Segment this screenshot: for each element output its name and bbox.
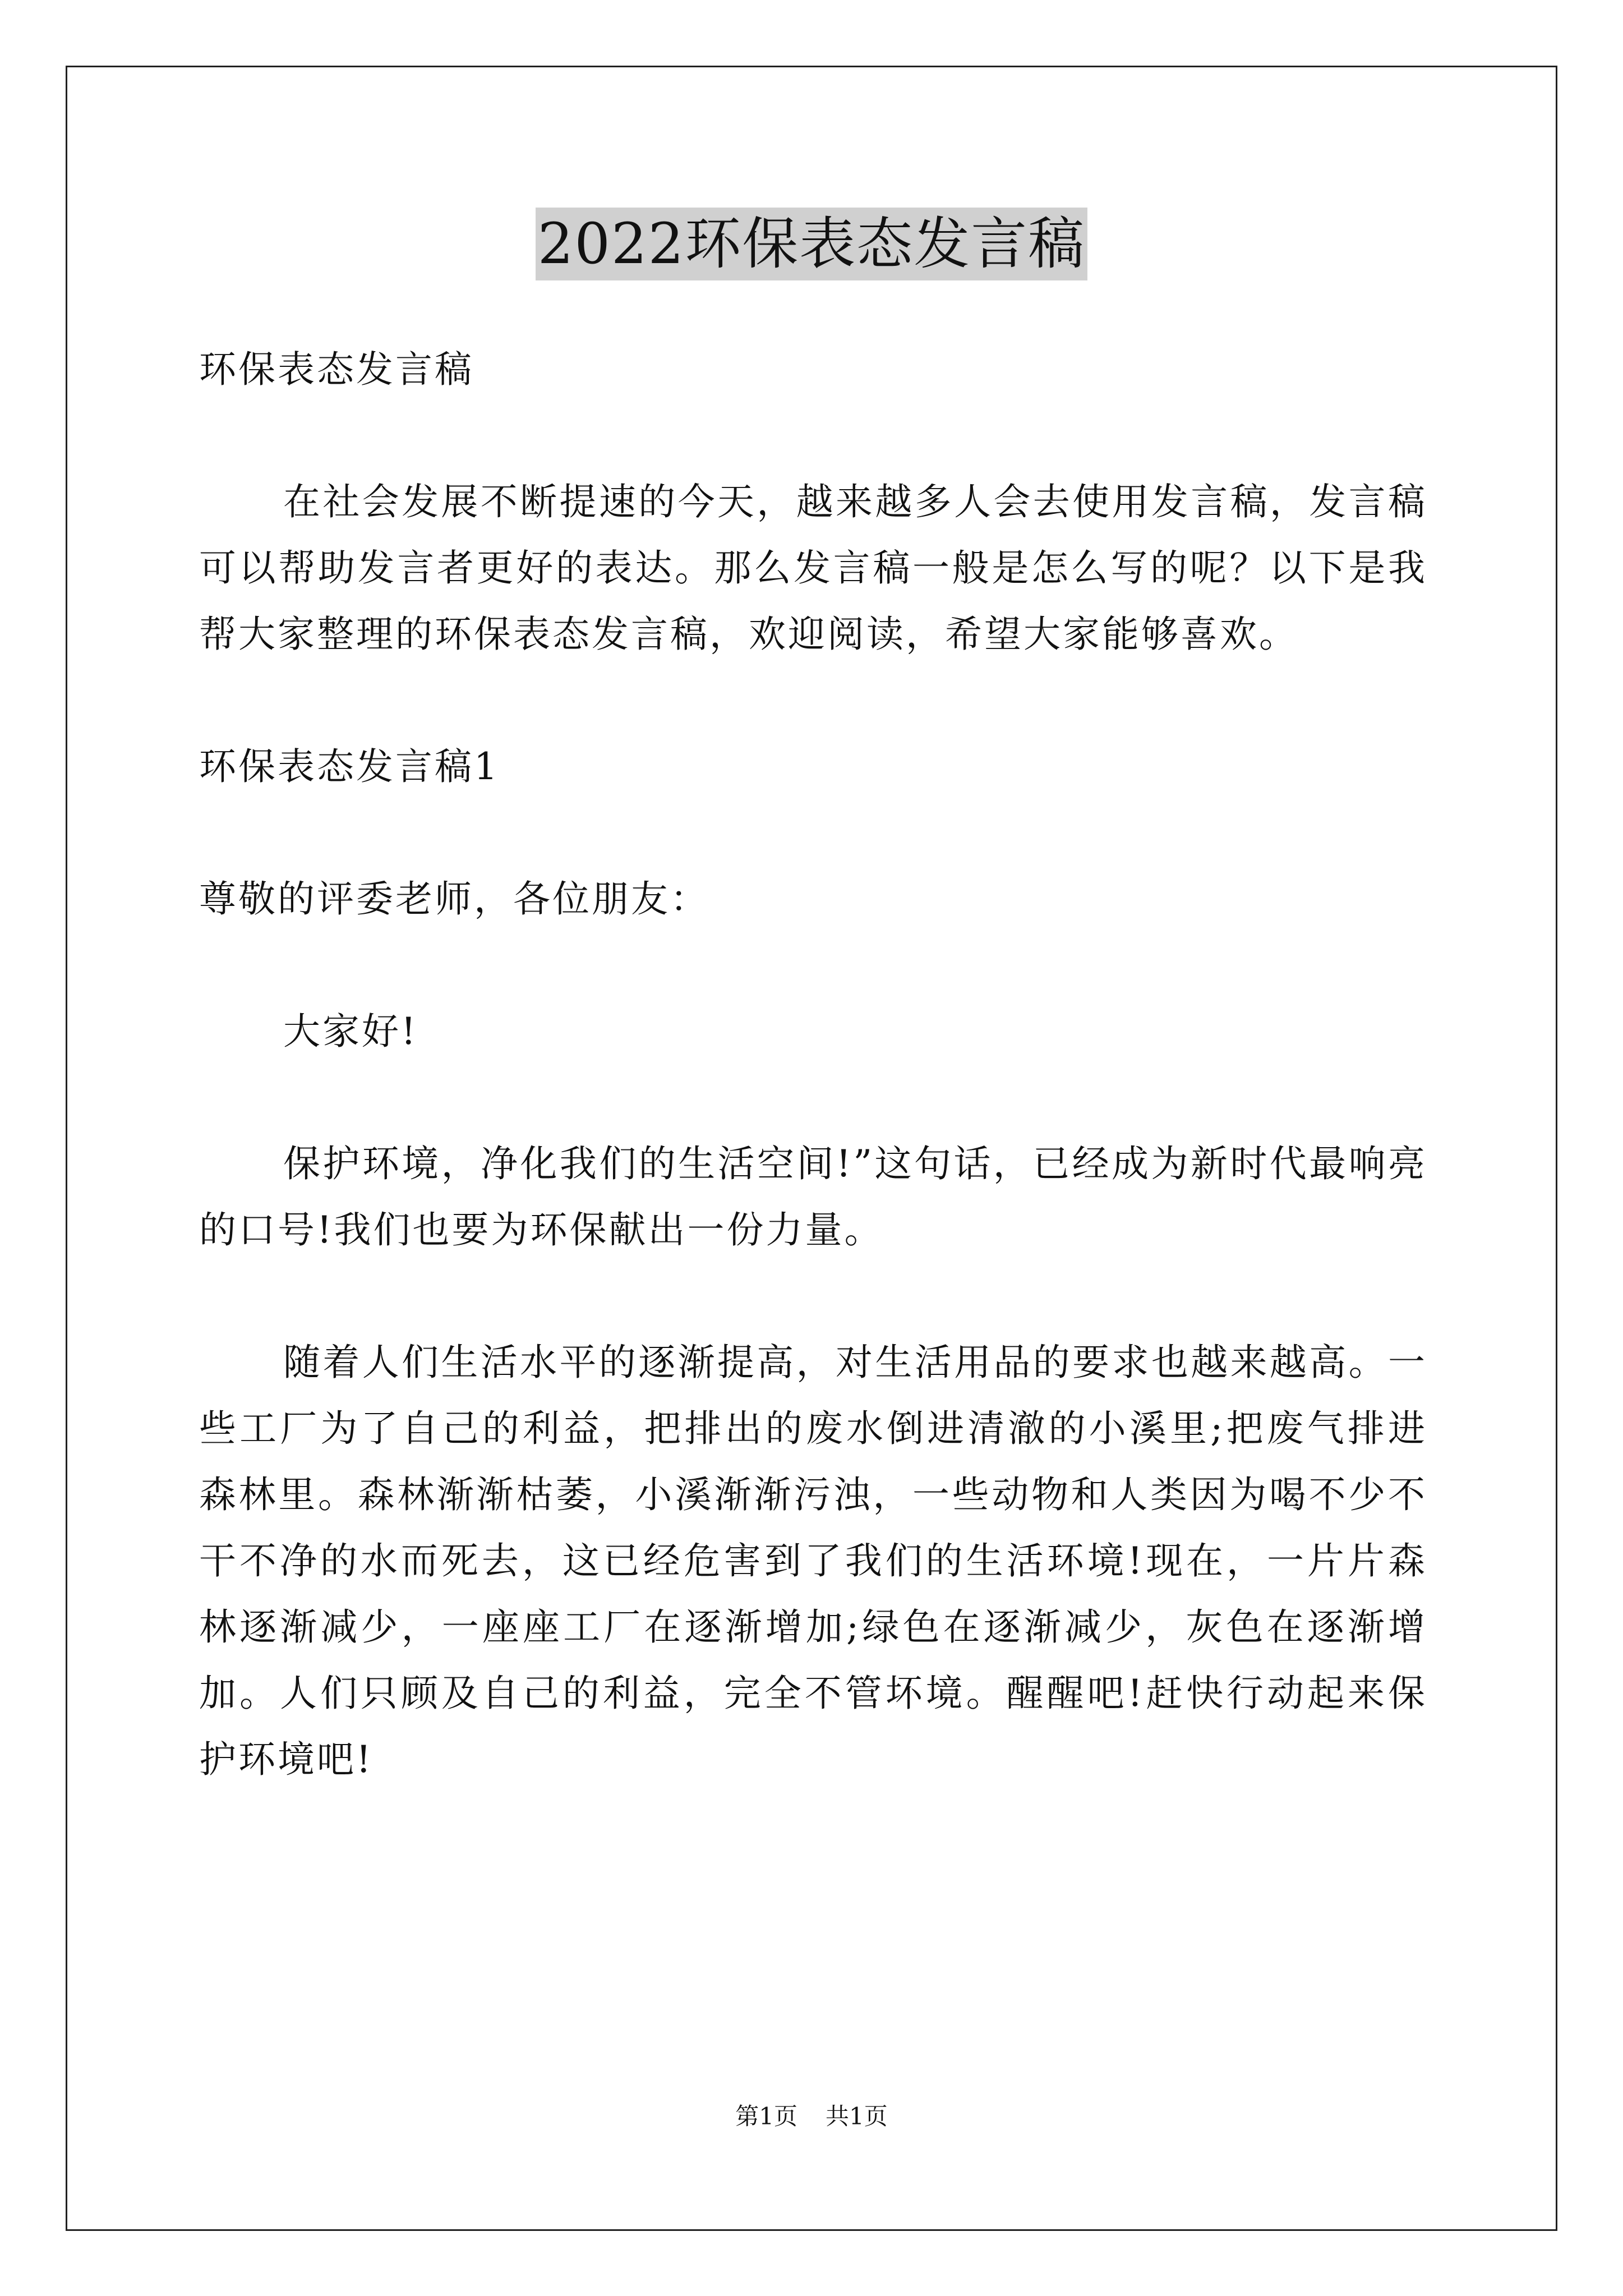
section-heading: 环保表态发言稿1 — [199, 745, 500, 788]
document-title: 2022环保表态发言稿 — [536, 208, 1088, 280]
greeting: 大家好! — [283, 1010, 418, 1053]
document-subtitle: 环保表态发言稿 — [199, 348, 474, 391]
salutation: 尊敬的评委老师，各位朋友： — [199, 877, 709, 921]
body-paragraph-1: 保护环境，净化我们的生活空间!”这句话，已经成为新时代最响亮的口号!我们也要为环保献出一份力量。 — [199, 1142, 1427, 1251]
page-footer — [0, 2101, 1623, 2132]
title-wrap — [0, 208, 1623, 280]
document-body — [199, 337, 1427, 1859]
page-total: 共1页 — [826, 2102, 888, 2130]
intro-paragraph: 在社会发展不断提速的今天，越来越多人会去使用发言稿，发言稿可以帮助发言者更好的表达。那么发言稿一般是怎么写的呢？以下是我帮大家整理的环保表态发言稿，欢迎阅读，希望大家能够喜欢。 — [199, 480, 1427, 656]
page-number: 第1页 — [735, 2102, 797, 2130]
body-paragraph-2: 随着人们生活水平的逐渐提高，对生活用品的要求也越来越高。一些工厂为了自己的利益，把排出的废水倒进清澈的小溪里;把废气排进森林里。森林渐渐枯萎，小溪渐渐污浊，一些动物和人类因为喝不少不干不净的水而死去，这已经危害到了我们的生活环境!现在，一片片森林逐渐减少，一座座工厂在逐渐增加;绿色在逐渐减少，灰色在逐渐增加。人们只顾及自己的利益，完全不管坏境。醒醒吧!赶快行动起来保护环境吧! — [199, 1341, 1427, 1781]
